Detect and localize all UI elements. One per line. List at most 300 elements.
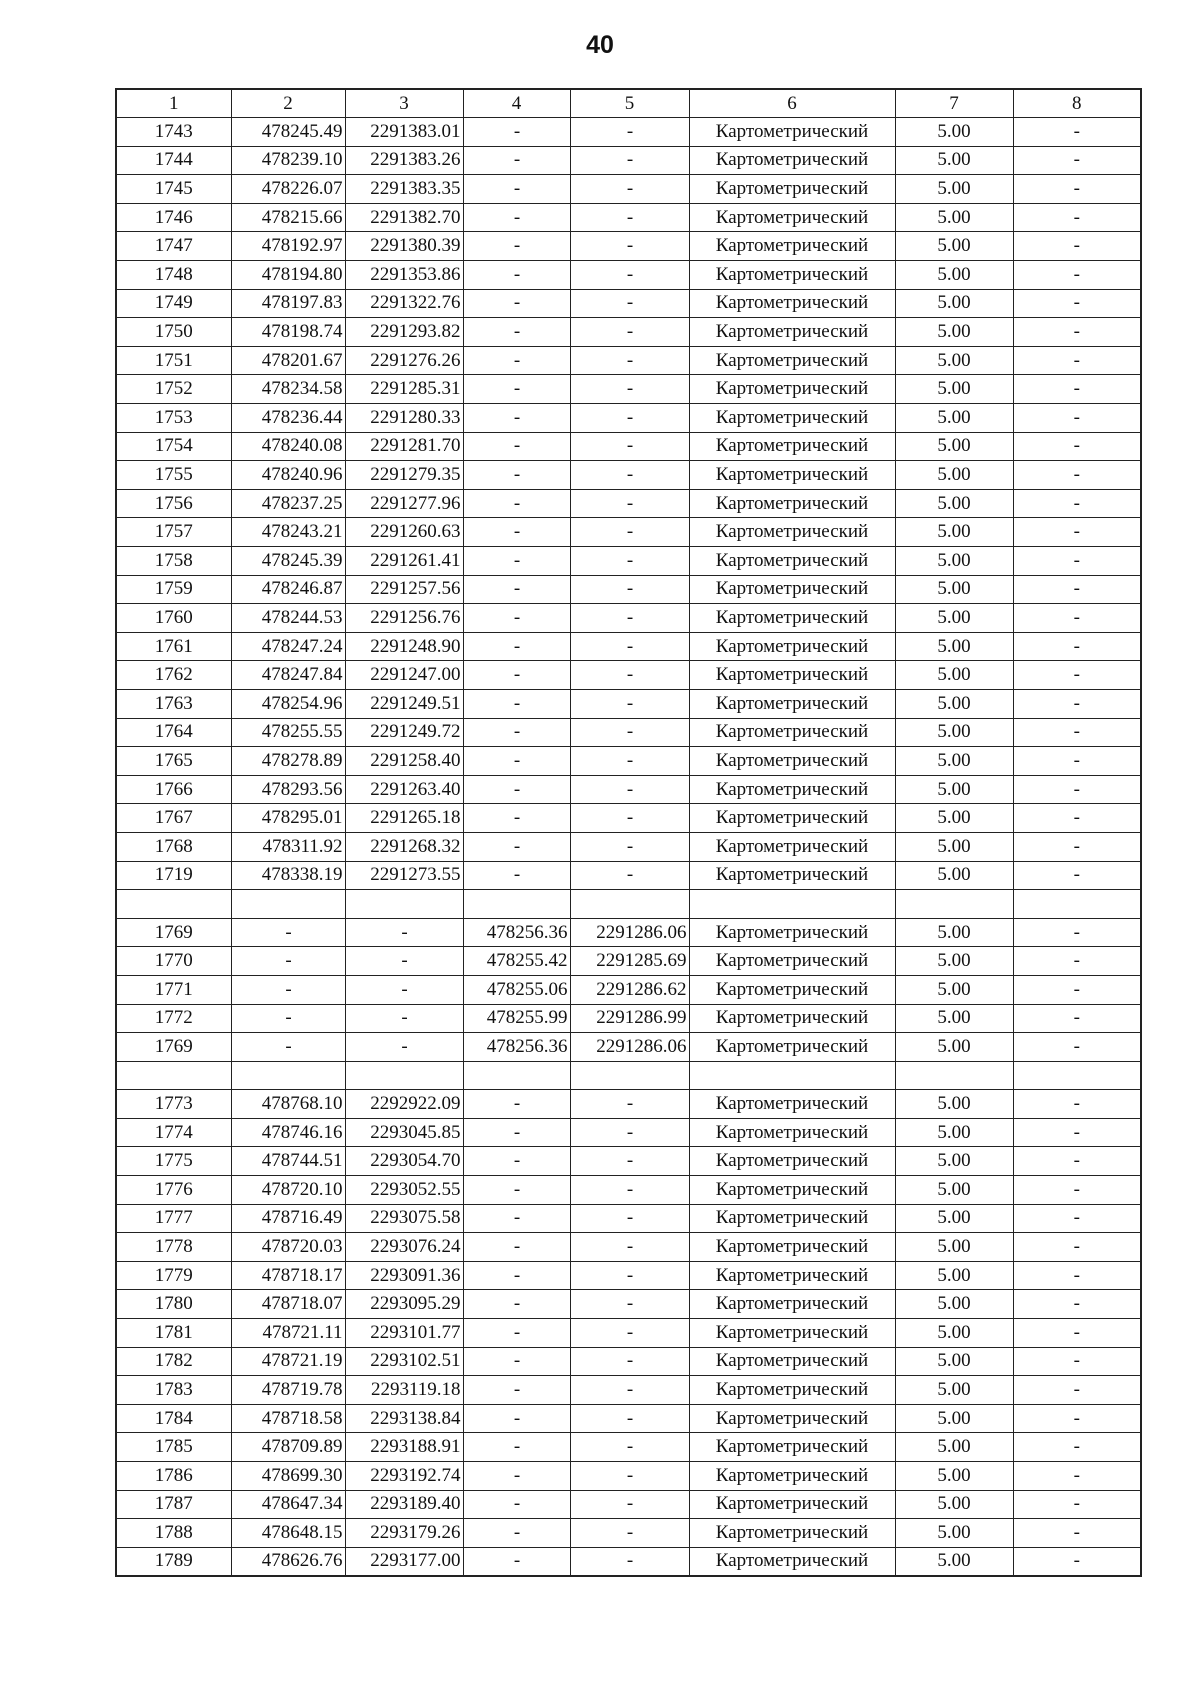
table-cell: Картометрический [689, 1033, 895, 1062]
table-cell: - [463, 261, 570, 290]
table-cell: 2293189.40 [345, 1490, 463, 1519]
table-cell: 2291247.00 [345, 661, 463, 690]
table-cell: - [1013, 1490, 1141, 1519]
table-row [116, 947, 1141, 976]
table-cell: - [1013, 489, 1141, 518]
table-cell: - [1013, 118, 1141, 147]
table-cell: - [463, 718, 570, 747]
table-row [116, 632, 1141, 661]
table-cell: - [1013, 1004, 1141, 1033]
table-cell: 1786 [116, 1462, 231, 1491]
table-cell: 478245.39 [231, 547, 345, 576]
table-cell: Картометрический [689, 604, 895, 633]
table-body [116, 89, 1141, 1576]
table-cell: - [1013, 1319, 1141, 1348]
table-cell: - [463, 575, 570, 604]
table-row [116, 775, 1141, 804]
table-cell: - [1013, 1204, 1141, 1233]
table-cell: - [570, 1347, 689, 1376]
table-cell: 5.00 [895, 1319, 1013, 1348]
table-cell: 2291277.96 [345, 489, 463, 518]
table-cell: 1772 [116, 1004, 231, 1033]
table-cell: Картометрический [689, 375, 895, 404]
table-cell: 1761 [116, 632, 231, 661]
table-cell: 478709.89 [231, 1433, 345, 1462]
table-row [116, 747, 1141, 776]
table-row [116, 146, 1141, 175]
table-cell: 1748 [116, 261, 231, 290]
table-cell: 478234.58 [231, 375, 345, 404]
table-cell: - [1013, 1118, 1141, 1147]
table-row [116, 1147, 1141, 1176]
table-cell: - [1013, 861, 1141, 890]
table-cell: 478255.99 [463, 1004, 570, 1033]
table-cell: - [570, 1118, 689, 1147]
table-cell: 5.00 [895, 718, 1013, 747]
table-cell: - [463, 832, 570, 861]
table-cell: Картометрический [689, 947, 895, 976]
table-cell: - [570, 1204, 689, 1233]
table-cell: 1780 [116, 1290, 231, 1319]
table-cell: - [463, 118, 570, 147]
table-cell [231, 890, 345, 919]
table-cell: - [463, 232, 570, 261]
table-cell: - [345, 947, 463, 976]
table-cell: - [463, 604, 570, 633]
table-row [116, 1061, 1141, 1090]
table-row [116, 518, 1141, 547]
table-cell: 478718.58 [231, 1404, 345, 1433]
header-cell: 7 [895, 89, 1013, 118]
table-cell: 478192.97 [231, 232, 345, 261]
table-cell: Картометрический [689, 804, 895, 833]
table-cell: - [463, 1547, 570, 1576]
table-cell: Картометрический [689, 1290, 895, 1319]
table-cell: - [1013, 1233, 1141, 1262]
table-cell: - [1013, 1290, 1141, 1319]
table-cell: - [463, 318, 570, 347]
table-cell: - [1013, 547, 1141, 576]
table-cell: - [463, 1090, 570, 1119]
table-cell: - [463, 747, 570, 776]
table-header-row [116, 89, 1141, 118]
table-cell: Картометрический [689, 1433, 895, 1462]
table-cell: 5.00 [895, 918, 1013, 947]
table-row [116, 661, 1141, 690]
table-cell: Картометрический [689, 718, 895, 747]
table-cell: - [570, 404, 689, 433]
table-cell: 2291249.51 [345, 689, 463, 718]
table-row [116, 432, 1141, 461]
table-cell: 2291280.33 [345, 404, 463, 433]
table-cell: 2291256.76 [345, 604, 463, 633]
table-cell [895, 890, 1013, 919]
table-row [116, 1176, 1141, 1205]
table-cell: Картометрический [689, 918, 895, 947]
table-cell: 5.00 [895, 175, 1013, 204]
table-cell: - [1013, 975, 1141, 1004]
table-cell: 478718.17 [231, 1261, 345, 1290]
table-cell [1013, 890, 1141, 919]
table-cell: - [463, 1176, 570, 1205]
table-cell: 478215.66 [231, 203, 345, 232]
header-cell: 8 [1013, 89, 1141, 118]
table-cell: - [231, 1033, 345, 1062]
table-cell: 1775 [116, 1147, 231, 1176]
table-cell: 5.00 [895, 1519, 1013, 1548]
table-cell: - [345, 975, 463, 1004]
table-cell: 1747 [116, 232, 231, 261]
table-cell: - [1013, 346, 1141, 375]
table-cell: 478293.56 [231, 775, 345, 804]
table-cell [895, 1061, 1013, 1090]
table-row [116, 175, 1141, 204]
table-row [116, 1519, 1141, 1548]
table-cell: - [463, 375, 570, 404]
table-cell: 478256.36 [463, 918, 570, 947]
table-cell: 478716.49 [231, 1204, 345, 1233]
table-cell: 1787 [116, 1490, 231, 1519]
table-cell: 2291383.35 [345, 175, 463, 204]
table-row [116, 1290, 1141, 1319]
table-cell: 478226.07 [231, 175, 345, 204]
table-cell: - [463, 632, 570, 661]
table-cell: - [463, 804, 570, 833]
table-cell: 2293075.58 [345, 1204, 463, 1233]
table-cell: Картометрический [689, 1118, 895, 1147]
table-cell: - [570, 203, 689, 232]
table-cell: Картометрический [689, 432, 895, 461]
table-cell: - [570, 146, 689, 175]
table-cell: - [570, 1290, 689, 1319]
table-cell: 5.00 [895, 375, 1013, 404]
table-cell: 1784 [116, 1404, 231, 1433]
table-cell: 1768 [116, 832, 231, 861]
header-cell: 2 [231, 89, 345, 118]
table-cell: - [345, 1033, 463, 1062]
table-cell: 5.00 [895, 1290, 1013, 1319]
table-cell: 2291285.31 [345, 375, 463, 404]
table-cell: 1771 [116, 975, 231, 1004]
table-cell: 2291279.35 [345, 461, 463, 490]
table-cell: 478720.10 [231, 1176, 345, 1205]
table-cell: Картометрический [689, 232, 895, 261]
table-cell: 2291257.56 [345, 575, 463, 604]
table-cell: - [1013, 947, 1141, 976]
table-cell: - [570, 489, 689, 518]
table-cell: 1757 [116, 518, 231, 547]
table-cell: - [1013, 575, 1141, 604]
table-cell: 5.00 [895, 947, 1013, 976]
table-cell: 478338.19 [231, 861, 345, 890]
table-cell: Картометрический [689, 489, 895, 518]
table-cell: - [570, 832, 689, 861]
table-cell: 5.00 [895, 689, 1013, 718]
table-cell: 2293091.36 [345, 1261, 463, 1290]
table-cell: 5.00 [895, 1347, 1013, 1376]
header-cell: 5 [570, 89, 689, 118]
table-cell: 2293095.29 [345, 1290, 463, 1319]
table-cell: - [570, 461, 689, 490]
table-row [116, 1433, 1141, 1462]
header-cell: 1 [116, 89, 231, 118]
table-cell: 1719 [116, 861, 231, 890]
table-row [116, 261, 1141, 290]
table-cell: - [231, 1004, 345, 1033]
table-cell: Картометрический [689, 1404, 895, 1433]
table-cell: Картометрический [689, 975, 895, 1004]
table-cell: - [1013, 1147, 1141, 1176]
table-cell: - [570, 1490, 689, 1519]
table-cell: - [463, 404, 570, 433]
table-cell: 2291286.99 [570, 1004, 689, 1033]
coordinates-table [115, 88, 1142, 1577]
table-cell: Картометрический [689, 175, 895, 204]
table-cell: 5.00 [895, 232, 1013, 261]
table-cell: - [463, 547, 570, 576]
table-cell: 2291382.70 [345, 203, 463, 232]
table-cell: 5.00 [895, 1490, 1013, 1519]
table-cell: 5.00 [895, 632, 1013, 661]
table-row [116, 1376, 1141, 1405]
table-cell: - [1013, 1090, 1141, 1119]
table-cell: 1781 [116, 1319, 231, 1348]
table-cell: - [463, 518, 570, 547]
table-cell: 478721.11 [231, 1319, 345, 1348]
table-cell: - [570, 375, 689, 404]
table-cell: - [570, 661, 689, 690]
table-row [116, 918, 1141, 947]
table-cell: 5.00 [895, 575, 1013, 604]
table-cell: Картометрический [689, 1519, 895, 1548]
table-cell: - [463, 1347, 570, 1376]
table-cell: 1783 [116, 1376, 231, 1405]
table-cell: 1752 [116, 375, 231, 404]
table-cell: 1767 [116, 804, 231, 833]
table-row [116, 118, 1141, 147]
table-cell: 478255.06 [463, 975, 570, 1004]
table-cell: - [231, 975, 345, 1004]
table-cell: 5.00 [895, 1233, 1013, 1262]
table-cell: 478626.76 [231, 1547, 345, 1576]
table-cell: 478768.10 [231, 1090, 345, 1119]
table-cell: 5.00 [895, 1547, 1013, 1576]
header-cell: 3 [345, 89, 463, 118]
table-cell: - [345, 1004, 463, 1033]
table-cell: - [1013, 318, 1141, 347]
table-row [116, 832, 1141, 861]
table-cell: Картометрический [689, 832, 895, 861]
table-cell: 478236.44 [231, 404, 345, 433]
table-cell: - [570, 346, 689, 375]
table-cell: Картометрический [689, 1233, 895, 1262]
table-cell: 5.00 [895, 346, 1013, 375]
table-row [116, 890, 1141, 919]
table-cell [463, 1061, 570, 1090]
table-cell: 1788 [116, 1519, 231, 1548]
table-cell: - [463, 289, 570, 318]
table-cell: Картометрический [689, 1462, 895, 1491]
table-cell: - [463, 1490, 570, 1519]
table-row [116, 1033, 1141, 1062]
table-cell: 2291260.63 [345, 518, 463, 547]
table-cell: Картометрический [689, 547, 895, 576]
table-cell [116, 890, 231, 919]
table-cell: - [463, 346, 570, 375]
table-cell: 5.00 [895, 1261, 1013, 1290]
table-cell: 5.00 [895, 1118, 1013, 1147]
table-cell [689, 1061, 895, 1090]
table-cell: Картометрический [689, 1204, 895, 1233]
table-cell: 5.00 [895, 547, 1013, 576]
table-cell: Картометрический [689, 861, 895, 890]
table-cell: 2291285.69 [570, 947, 689, 976]
table-cell: Картометрический [689, 203, 895, 232]
table-cell: 1759 [116, 575, 231, 604]
table-cell [570, 1061, 689, 1090]
table-cell: - [570, 289, 689, 318]
table-cell: - [570, 1090, 689, 1119]
table-cell: - [570, 775, 689, 804]
table-cell: 2291353.86 [345, 261, 463, 290]
table-cell [570, 890, 689, 919]
table-row [116, 404, 1141, 433]
table-cell: 478744.51 [231, 1147, 345, 1176]
table-cell: 478699.30 [231, 1462, 345, 1491]
table-cell: 2291263.40 [345, 775, 463, 804]
table-cell: 1779 [116, 1261, 231, 1290]
table-cell: 1777 [116, 1204, 231, 1233]
table-cell: 5.00 [895, 261, 1013, 290]
table-cell: Картометрический [689, 747, 895, 776]
table-cell: - [570, 632, 689, 661]
table-row [116, 1404, 1141, 1433]
table-cell: 2291286.06 [570, 918, 689, 947]
table-cell: - [463, 1204, 570, 1233]
table-cell: 478198.74 [231, 318, 345, 347]
table-cell: 5.00 [895, 975, 1013, 1004]
table-cell: - [570, 1319, 689, 1348]
table-cell: 2291380.39 [345, 232, 463, 261]
table-cell: Картометрический [689, 1261, 895, 1290]
table-cell: 478194.80 [231, 261, 345, 290]
table-cell: 478256.36 [463, 1033, 570, 1062]
table-cell: 478746.16 [231, 1118, 345, 1147]
table-cell: 2291248.90 [345, 632, 463, 661]
table-cell: - [1013, 261, 1141, 290]
table-cell: - [463, 146, 570, 175]
table-cell: 1763 [116, 689, 231, 718]
table-cell: - [463, 489, 570, 518]
table-cell: 1774 [116, 1118, 231, 1147]
table-cell: 2293054.70 [345, 1147, 463, 1176]
table-cell: - [463, 1433, 570, 1462]
table-cell: 478255.42 [463, 947, 570, 976]
table-cell: 478648.15 [231, 1519, 345, 1548]
table-cell: - [463, 1519, 570, 1548]
table-cell: 2293179.26 [345, 1519, 463, 1548]
table-cell: Картометрический [689, 1547, 895, 1576]
table-cell: - [570, 118, 689, 147]
table-cell: 2293076.24 [345, 1233, 463, 1262]
table-cell: 478278.89 [231, 747, 345, 776]
table-row [116, 203, 1141, 232]
table-cell: 1758 [116, 547, 231, 576]
table-cell: 5.00 [895, 489, 1013, 518]
table-cell: Картометрический [689, 1319, 895, 1348]
table-cell: 5.00 [895, 804, 1013, 833]
table-row [116, 604, 1141, 633]
table-cell: 2293102.51 [345, 1347, 463, 1376]
table-cell: 478255.55 [231, 718, 345, 747]
table-cell: - [570, 1176, 689, 1205]
table-cell: 2293101.77 [345, 1319, 463, 1348]
table-cell: - [1013, 1347, 1141, 1376]
table-cell: - [570, 1519, 689, 1548]
table-cell: 1766 [116, 775, 231, 804]
table-row [116, 1462, 1141, 1491]
table-cell: 2292922.09 [345, 1090, 463, 1119]
table-cell: - [1013, 832, 1141, 861]
table-cell: 478246.87 [231, 575, 345, 604]
table-row [116, 1319, 1141, 1348]
table-row [116, 1004, 1141, 1033]
table-cell: 5.00 [895, 432, 1013, 461]
table-cell: 1746 [116, 203, 231, 232]
table-cell: 1751 [116, 346, 231, 375]
table-cell: 1755 [116, 461, 231, 490]
table-cell: 5.00 [895, 1204, 1013, 1233]
table-cell: Картометрический [689, 1176, 895, 1205]
table-cell: 2291261.41 [345, 547, 463, 576]
table-cell: Картометрический [689, 318, 895, 347]
table-cell: 478721.19 [231, 1347, 345, 1376]
table-cell: - [463, 861, 570, 890]
table-cell: - [463, 1404, 570, 1433]
table-cell: 5.00 [895, 1147, 1013, 1176]
table-cell: 5.00 [895, 203, 1013, 232]
table-cell: Картометрический [689, 146, 895, 175]
table-cell: 2293192.74 [345, 1462, 463, 1491]
table-row [116, 1261, 1141, 1290]
table-cell [116, 1061, 231, 1090]
table-cell: - [1013, 1376, 1141, 1405]
table-cell: - [570, 232, 689, 261]
table-cell: 5.00 [895, 832, 1013, 861]
table-cell: - [1013, 604, 1141, 633]
table-cell: 1760 [116, 604, 231, 633]
table-cell: - [463, 1261, 570, 1290]
table-cell: 478237.25 [231, 489, 345, 518]
table-cell: Картометрический [689, 404, 895, 433]
table-cell: 1753 [116, 404, 231, 433]
table-cell: Картометрический [689, 661, 895, 690]
table-cell: 5.00 [895, 1433, 1013, 1462]
table-cell: 2291265.18 [345, 804, 463, 833]
table-cell: 1743 [116, 118, 231, 147]
table-cell: 2291268.32 [345, 832, 463, 861]
table-row [116, 975, 1141, 1004]
table-cell: Картометрический [689, 518, 895, 547]
table-cell: - [1013, 432, 1141, 461]
table-row [116, 1547, 1141, 1576]
table-cell: 478247.84 [231, 661, 345, 690]
table-cell [345, 1061, 463, 1090]
table-cell: 5.00 [895, 461, 1013, 490]
table-cell: 5.00 [895, 604, 1013, 633]
table-cell: - [570, 718, 689, 747]
table-cell: Картометрический [689, 575, 895, 604]
